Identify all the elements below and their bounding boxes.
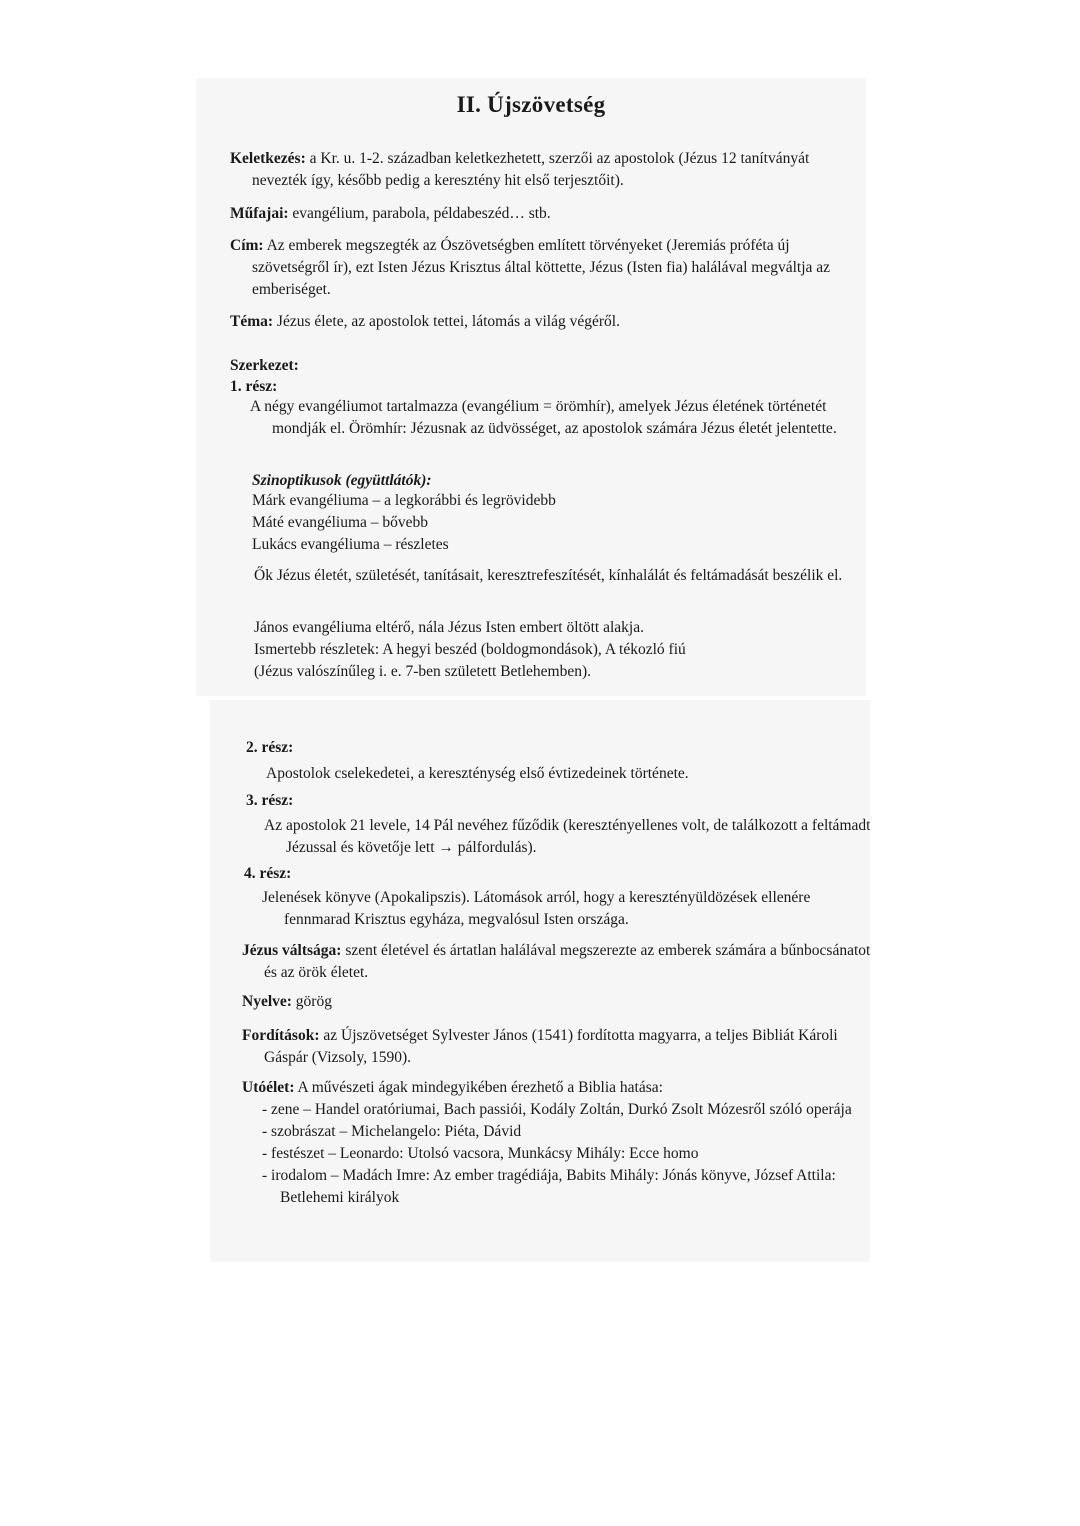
cim-label: Cím: (230, 237, 264, 254)
valtsaga-text: szent életével és ártatlan halálával megszerezte az emberek számára a bűnbocsánatot és az örök életet. (264, 942, 871, 981)
utoelet-text: A művészeti ágak mindegyikében érezhető a Biblia hatása: (297, 1079, 663, 1096)
utoelet-item-festeszet: - festészet – Leonardo: Utolsó vacsora, Munkácsy Mihály: Ecce homo (244, 1143, 856, 1165)
utoelet-item-zene: - zene – Handel oratóriumai, Bach passiói, Kodály Zoltán, Durkó Zsolt Mózesről szóló operája (244, 1099, 856, 1121)
gospel-lukacs: Lukács evangéliuma – részletes (252, 536, 449, 553)
resz3-text: Az apostolok 21 levele, 14 Pál nevéhez fűződik (keresztényellenes volt, de találkozott a feltámadt Jézussal és követője lett → pálfordulás). (264, 817, 871, 856)
cim-text: Az emberek megszegték az Ószövetségben említett törvényeket (Jeremiás próféta új szövetségről ír), ezt Isten Jézus Krisztus által köttette, Jézus (Isten fia) halálával megváltja az emberiséget. (252, 237, 831, 298)
keletkezes-paragraph (230, 148, 864, 192)
utoelet-list-wrap (244, 1099, 856, 1209)
utoelet-paragraph (242, 1077, 854, 1099)
valtsaga-paragraph (242, 940, 876, 984)
janos-line: (Jézus valószínűleg i. e. 7-ben született Betlehemben). (254, 663, 592, 680)
resz4-label: 4. rész: (244, 865, 292, 882)
tema-text: Jézus élete, az apostolok tettei, látomás a világ végéről. (276, 313, 620, 330)
tema-paragraph (230, 311, 864, 333)
janos-line: János evangéliuma eltérő, nála Jézus Isten embert öltött alakja. (254, 619, 644, 636)
janos-line: Ismertebb részletek: A hegyi beszéd (boldogmondások), A tékozló fiú (254, 641, 686, 658)
utoelet-list (244, 1099, 856, 1209)
nyelve-text: görög (295, 993, 332, 1010)
valtsaga-label: Jézus váltsága: (242, 942, 342, 959)
resz2-text: Apostolok cselekedetei, a kereszténység első évtizedeinek története. (266, 765, 689, 782)
resz1-label: 1. rész: (230, 378, 278, 395)
utoelet-item-szobraszat: - szobrászat – Michelangelo: Piéta, Dávid (244, 1121, 856, 1143)
mufajai-label: Műfajai: (230, 205, 289, 222)
szerkezet-heading: Szerkezet: (230, 357, 299, 374)
gospel-mark: Márk evangéliuma – a legkorábbi és legrövidebb (252, 492, 556, 509)
resz1-text: A négy evangéliumot tartalmazza (evangélium = örömhír), amelyek Jézus életének történetét mondják el. Örömhír: Jézusnak az üdvösséget, az apostolok számára Jézus életét jelentette. (250, 398, 837, 437)
utoelet-item-irodalom: - irodalom – Madách Imre: Az ember tragédiája, Babits Mihály: Jónás könyve, József Attila: Betlehemi királyok (244, 1165, 856, 1209)
keletkezes-label: Keletkezés: (230, 150, 306, 167)
szinoptikusok-title: Szinoptikusok (együttlátók): (252, 472, 432, 489)
nyelve-paragraph (242, 991, 332, 1013)
gospel-mate: Máté evangéliuma – bővebb (252, 514, 429, 531)
page-title: II. Újszövetség (456, 92, 606, 117)
janos-paragraph (254, 617, 686, 683)
nyelve-label: Nyelve: (242, 993, 292, 1010)
mufajai-text: evangélium, parabola, példabeszéd… stb. (292, 205, 551, 222)
tema-label: Téma: (230, 313, 274, 330)
forditasok-paragraph (242, 1025, 876, 1069)
forditasok-text: az Újszövetséget Sylvester János (1541) fordította magyarra, a teljes Bibliát Károli Gáspár (Vizsoly, 1590). (264, 1027, 838, 1066)
gospel-list (252, 490, 556, 556)
utoelet-label: Utóélet: (242, 1079, 295, 1096)
resz3-label: 3. rész: (246, 792, 294, 809)
forditasok-label: Fordítások: (242, 1027, 320, 1044)
resz2-label: 2. rész: (246, 739, 294, 756)
ok-paragraph: Ők Jézus életét, születését, tanításait, keresztrefeszítését, kínhalálát és feltámadását beszélik el. (254, 567, 843, 584)
keletkezes-text: a Kr. u. 1-2. században keletkezhetett, szerzői az apostolok (Jézus 12 tanítványát nevezték így, később pedig a keresztény hit első terjesztőit). (252, 150, 810, 189)
cim-paragraph (230, 235, 864, 301)
mufajai-paragraph (230, 203, 864, 225)
resz4-text: Jelenések könyve (Apokalipszis). Látomások arról, hogy a keresztényüldözések ellenére fennmarad Krisztus egyháza, megvalósul Isten országa. (262, 889, 811, 928)
